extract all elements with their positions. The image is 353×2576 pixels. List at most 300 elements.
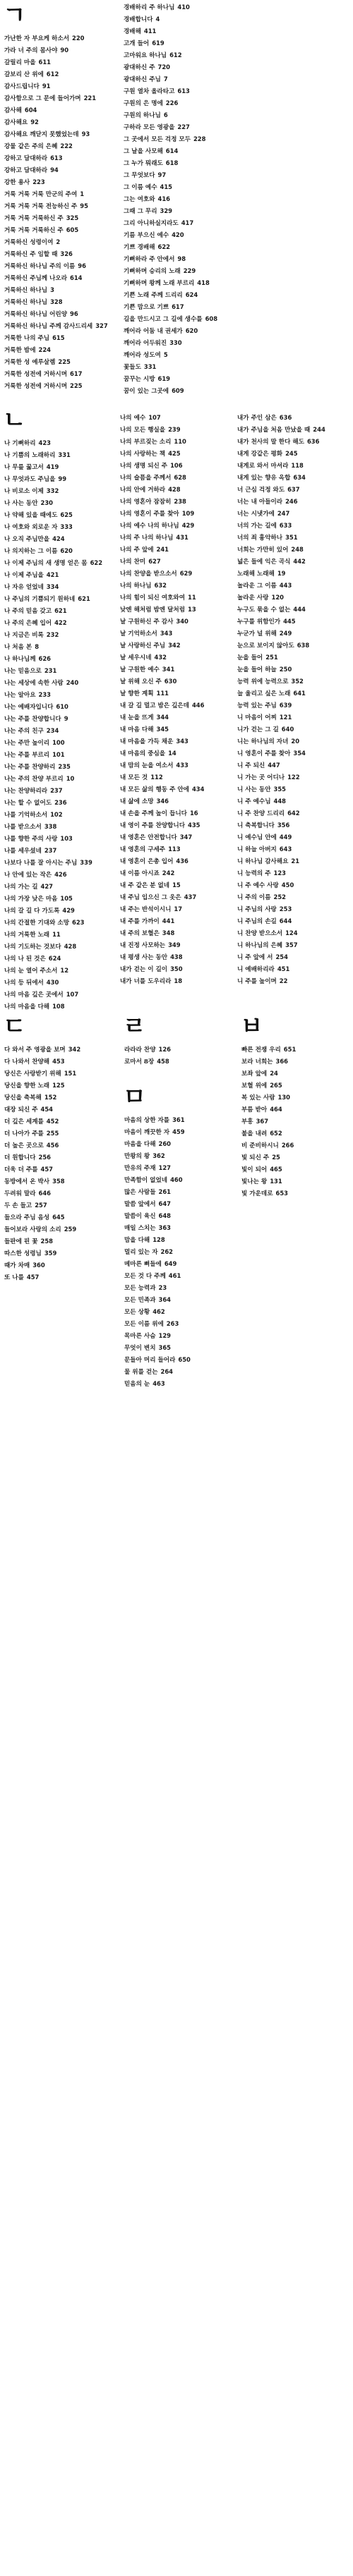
section-heading-nieun: ㄴ [3, 406, 26, 434]
page-number: 626 [38, 655, 51, 662]
song-title: 매일 스치는 [124, 1225, 156, 1232]
index-column [124, 1, 229, 397]
song-title: 나는 찬양하리라 [4, 788, 48, 795]
song-title: 니 찬양 받으소서 [237, 930, 283, 937]
index-entry [4, 260, 110, 272]
song-title: 비 준비하시니 [241, 1142, 279, 1149]
index-entry [124, 121, 229, 133]
song-title: 꿈꾸는 시방 [124, 376, 155, 383]
song-title: 더 높은 곳으로 [4, 1142, 44, 1149]
song-title: 놀라운 사랑 [237, 594, 269, 602]
index-entry [124, 13, 229, 25]
page-number: 326 [60, 250, 73, 257]
index-entry [4, 821, 110, 833]
song-title: 나는 알아요 [4, 692, 36, 699]
song-title: 갈릴리 마을 [4, 59, 36, 66]
page-number: 456 [46, 1142, 59, 1149]
page-number: 651 [283, 1046, 297, 1053]
song-title: 감사드립니다 [4, 83, 40, 90]
song-title: 니 마음이 어찌 [237, 714, 277, 721]
page-number: 619 [157, 375, 170, 382]
page-number: 452 [46, 1118, 59, 1125]
index-entry [124, 289, 229, 301]
song-title: 그 누가 뭐래도 [124, 160, 163, 167]
song-title: 다 와서 주 영광을 보며 [4, 1046, 66, 1054]
page-number: 605 [66, 226, 79, 233]
song-title: 거룩한 성전에 거하시며 [4, 383, 67, 390]
song-title: 내가 주님을 처음 만났을 때 [237, 427, 311, 434]
song-title: 낮엔 해처럼 밤엔 달처럼 [120, 606, 185, 614]
song-title: 만왕의 왕 [124, 1153, 150, 1160]
page-number: 126 [158, 1046, 171, 1053]
index-entry [4, 437, 110, 449]
page-number: 457 [40, 1166, 53, 1173]
index-entry [4, 284, 110, 296]
index-entry [124, 265, 229, 277]
song-title: 능력 있는 주님 [237, 702, 277, 709]
page-number: 430 [46, 979, 59, 986]
song-title: 니 주 찬양 드리리 [237, 810, 285, 817]
song-title: 내 갈 길 멀고 밤은 깊은데 [120, 702, 189, 709]
song-title: 나는 세상에 속한 사람 [4, 680, 64, 687]
song-title: 니 하늘 아버지 [237, 846, 277, 853]
page-number: 129 [158, 1332, 171, 1339]
song-title: 거룩 거룩 거룩 만군의 주여 [4, 191, 78, 198]
song-title: 니 주 앞에 서 [237, 954, 273, 961]
index-entry [120, 424, 226, 436]
index-entry [4, 176, 110, 188]
song-title: 나는 주를 부르리 [4, 752, 50, 759]
song-title: 모든 것 다 주께 [124, 1273, 166, 1280]
song-title: 눈으로 보이지 않아도 [237, 642, 294, 649]
song-title: 너의 가는 길에 [237, 523, 277, 530]
index-entry [237, 915, 343, 927]
page-number: 123 [273, 869, 286, 877]
page-number: 354 [293, 750, 306, 757]
page-number: 105 [60, 895, 73, 902]
page-number: 16 [189, 810, 198, 817]
index-entry [4, 200, 110, 212]
page-number: 622 [90, 559, 103, 566]
song-title: 나 무릎 꿇고서 [4, 464, 44, 471]
page-number: 642 [287, 810, 300, 817]
page-number: 454 [40, 1106, 53, 1113]
index-entry [4, 749, 110, 761]
index-entry [124, 349, 229, 361]
song-title: 넓은 들에 익은 곡식 [237, 558, 291, 566]
page-number: 328 [50, 298, 63, 305]
page-number: 225 [70, 382, 83, 389]
index-entry [4, 569, 110, 581]
song-title: 너는 내 아들이라 [237, 499, 283, 506]
index-column [241, 1044, 347, 1200]
index-entry [4, 236, 110, 248]
index-entry [4, 1200, 110, 1211]
index-entry [4, 272, 110, 284]
section-mieum [120, 1083, 233, 1400]
song-title: 나 이제 주님의 새 생명 얻은 몸 [4, 560, 88, 567]
song-title: 나를 향한 주의 사랑 [4, 836, 58, 843]
song-title: 고개 들어 [124, 40, 150, 47]
page-number: 242 [162, 869, 175, 877]
page-number: 17 [174, 905, 183, 912]
song-title: 더 나아가 주를 [4, 1130, 44, 1137]
page-number: 604 [24, 106, 37, 114]
page-number: 426 [54, 871, 67, 878]
song-title: 내 평생 사는 동안 [120, 954, 168, 961]
page-number: 228 [193, 135, 206, 142]
song-title: 나의 찬미 [120, 558, 146, 566]
page-number: 644 [279, 917, 292, 924]
index-entry [120, 460, 226, 472]
index-entry [237, 807, 343, 819]
index-entry [124, 1210, 230, 1222]
song-title: 나보다 나를 잘 아시는 주님 [4, 860, 78, 867]
page-number: 613 [177, 87, 190, 94]
index-entry [241, 1140, 347, 1152]
index-entry [4, 140, 110, 152]
index-entry [237, 903, 343, 915]
page-number: 241 [156, 546, 169, 553]
index-entry [237, 795, 343, 807]
index-entry [237, 891, 343, 903]
page-number: 110 [174, 438, 186, 445]
song-title: 빛 되신 주 [241, 1154, 270, 1161]
song-title: 나는 할 수 없어도 [4, 800, 52, 807]
song-title: 모든 상황 [124, 1309, 150, 1316]
index-entry [124, 1162, 230, 1174]
song-title: 나의 사랑하는 책 [120, 451, 166, 458]
index-entry [4, 989, 110, 1001]
page-number: 618 [165, 159, 179, 166]
index-entry [120, 807, 226, 819]
page-number: 255 [46, 1130, 59, 1137]
page-number: 441 [162, 917, 175, 924]
page-number: 343 [176, 738, 189, 745]
song-title: 두 손 들고 [4, 1202, 32, 1209]
index-entry [120, 640, 226, 652]
song-title: 나의 가는 길 [4, 884, 38, 891]
index-entry [120, 712, 226, 724]
page-number: 423 [38, 439, 51, 446]
page-number: 99 [58, 475, 67, 482]
page-number: 447 [268, 762, 280, 769]
song-title: 나 비로소 이제 [4, 488, 44, 495]
index-entry [237, 735, 343, 747]
page-number: 417 [181, 219, 194, 226]
song-title: 그 날을 사모해 [124, 148, 163, 155]
page-number: 437 [184, 893, 197, 901]
song-title: 내게 있는 향유 옥합 [237, 475, 291, 482]
index-column [124, 1044, 230, 1068]
index-entry [237, 472, 343, 484]
index-entry [237, 700, 343, 712]
index-entry [241, 1128, 347, 1140]
page-number: 451 [277, 965, 290, 972]
song-title: 나는 주의 친구 [4, 728, 44, 735]
song-title: 당신은 사랑받기 위해 [4, 1070, 61, 1078]
page-number: 127 [158, 1164, 171, 1171]
section-rieul [120, 1013, 233, 1076]
index-entry [124, 145, 229, 157]
page-number: 240 [66, 679, 79, 686]
page-number: 435 [188, 822, 201, 829]
song-title: 마음이 깨끗한 자 [124, 1129, 170, 1136]
page-number: 221 [83, 94, 97, 102]
song-title: 니 주 되신 [237, 762, 265, 769]
page-number: 224 [38, 346, 51, 353]
index-entry [4, 308, 110, 320]
index-entry [4, 497, 110, 509]
song-title: 내 주는 반석이시니 [120, 906, 172, 913]
page-number: 90 [60, 47, 69, 54]
song-title: 내 눈을 뜨게 [120, 714, 154, 721]
page-number: 347 [179, 834, 193, 841]
index-entry [120, 508, 226, 520]
page-number: 120 [271, 594, 284, 601]
page-number: 453 [52, 1058, 65, 1065]
page-number: 634 [293, 474, 306, 481]
page-number: 610 [56, 703, 68, 710]
index-entry [241, 1164, 347, 1176]
page-number: 609 [172, 387, 184, 394]
song-title: 깨어라 어두워진 [124, 340, 167, 347]
song-title: 따스한 성령님 [4, 1250, 42, 1257]
index-entry [4, 188, 110, 200]
index-entry [241, 1188, 347, 1200]
index-entry [124, 1, 229, 13]
index-entry [4, 941, 110, 953]
page-number: 366 [275, 1058, 288, 1065]
index-entry [4, 1223, 110, 1235]
song-title: 나는 주의 찬양 부르리 [4, 776, 64, 783]
song-title: 감사해요 깨닫지 못했었는데 [4, 131, 79, 138]
index-entry [4, 545, 110, 557]
index-entry [4, 1271, 110, 1283]
page-number: 113 [168, 846, 181, 853]
song-title: 나의 모든 행실을 [120, 427, 166, 434]
page-number: 152 [44, 1094, 57, 1101]
song-title: 날 위해 오신 주 [120, 678, 162, 685]
song-title: 거룩 거룩 거룩 전능하신 주 [4, 203, 78, 210]
song-title: 나의 눈 열어 주소서 [4, 967, 58, 975]
page-number: 330 [169, 339, 182, 346]
index-entry [4, 356, 110, 368]
page-number: 637 [287, 486, 300, 493]
index-entry [124, 229, 229, 241]
index-entry [4, 965, 110, 977]
song-title: 나 하나님께 [4, 656, 36, 663]
index-entry [4, 509, 110, 521]
page-number: 327 [95, 322, 108, 329]
index-entry [4, 368, 110, 380]
song-title: 내 삶에 소망 [120, 798, 154, 805]
page-number: 639 [279, 702, 292, 709]
page-number: 6 [163, 111, 168, 118]
page-number: 638 [297, 642, 310, 649]
page-number: 410 [177, 4, 190, 11]
page-number: 434 [191, 786, 205, 793]
index-entry [124, 193, 229, 205]
index-entry [124, 1044, 230, 1056]
song-title: 나의 가장 낮은 마음 [4, 896, 58, 903]
page-number: 343 [160, 630, 173, 637]
index-entry [124, 73, 229, 85]
page-number: 25 [272, 1154, 280, 1161]
index-entry [237, 628, 343, 640]
page-number: 428 [168, 486, 181, 493]
song-title: 그때 그 무리 [124, 208, 157, 215]
song-title: 만유의 주재 [124, 1165, 156, 1172]
index-entry [237, 879, 343, 891]
song-title: 믿음의 눈 [124, 1381, 150, 1388]
page-number: 107 [148, 414, 161, 421]
index-entry [4, 521, 110, 533]
index-entry [4, 713, 110, 725]
index-entry [4, 665, 110, 677]
index-entry [124, 1138, 230, 1150]
index-entry [237, 963, 343, 975]
index-entry [120, 652, 226, 664]
song-title: 감사해 [4, 107, 22, 114]
page-number: 7 [163, 75, 168, 83]
index-entry [237, 640, 343, 652]
song-title: 다 나와서 찬양해 [4, 1058, 50, 1066]
page-number: 251 [265, 654, 278, 661]
index-entry [120, 903, 226, 915]
song-title: 나의 주 앞에 [120, 547, 154, 554]
page-number: 463 [152, 1380, 165, 1387]
song-title: 내가 너를 도우리라 [120, 978, 172, 985]
index-entry [124, 1342, 230, 1354]
song-title: 거룩한 성 예루살렘 [4, 359, 56, 366]
index-entry [120, 843, 226, 855]
song-title: 감사해요 [4, 119, 28, 126]
page-number: 97 [157, 171, 167, 178]
page-number: 102 [50, 811, 63, 818]
page-number: 613 [50, 154, 63, 161]
song-title: 강하고 담대하라 [4, 155, 48, 162]
index-entry [4, 1259, 110, 1271]
page-number: 96 [78, 262, 86, 269]
song-title: 거룩하신 하나님 어린양 [4, 311, 67, 318]
page-number: 101 [52, 751, 65, 758]
index-entry [4, 725, 110, 737]
page-number: 239 [168, 426, 181, 433]
song-title: 너의 죄 흉악하나 [237, 535, 283, 542]
page-number: 338 [44, 823, 57, 830]
index-entry [120, 568, 226, 580]
page-number: 262 [160, 1248, 173, 1255]
song-title: 모든 민족과 [124, 1297, 156, 1304]
index-entry [237, 580, 343, 592]
page-number: 446 [191, 702, 205, 709]
index-entry [124, 1330, 230, 1342]
page-number: 223 [32, 178, 45, 185]
song-title: 거룩하신 하나님 [4, 287, 48, 294]
page-number: 95 [80, 202, 88, 209]
song-title: 나 약해 있을 때에도 [4, 512, 58, 519]
page-number: 329 [160, 207, 172, 214]
index-entry [120, 664, 226, 676]
song-title: 마음의 상한 자를 [124, 1117, 170, 1124]
page-number: 415 [160, 183, 172, 190]
song-title: 만족함이 없었네 [124, 1177, 168, 1184]
song-title: 나의 등 뒤에서 [4, 979, 44, 987]
index-entry [124, 1114, 230, 1126]
page-number: 624 [185, 291, 198, 298]
index-entry [124, 325, 229, 337]
page-number: 350 [170, 965, 183, 972]
page-number: 238 [174, 498, 186, 505]
index-entry [4, 128, 110, 140]
page-number: 448 [273, 798, 286, 805]
page-number: 92 [30, 118, 39, 126]
page-number: 617 [70, 370, 83, 377]
index-entry [4, 917, 110, 929]
song-title: 기름 부으신 예수 [124, 232, 169, 239]
index-entry [124, 61, 229, 73]
song-title: 나의 마음 깊은 곳에서 [4, 991, 64, 999]
index-entry [120, 963, 226, 975]
page-number: 248 [291, 546, 304, 553]
page-number: 342 [168, 642, 181, 649]
song-title: 니 주 예수 사랑 [237, 882, 279, 889]
song-title: 마음을 다해 [124, 1141, 156, 1148]
page-number: 107 [66, 991, 79, 998]
index-entry [4, 1001, 110, 1013]
page-number: 620 [185, 327, 198, 334]
song-title: 또 나를 [4, 1274, 24, 1281]
song-title: 기쁘 경배해 [124, 244, 155, 251]
song-title: 내 이름 아시죠 [120, 870, 160, 877]
song-title: 들판에 핀 꽃 [4, 1238, 38, 1245]
page-number: 10 [66, 775, 75, 782]
song-title: 거룩 거룩 거룩하신 주 [4, 215, 64, 222]
page-number: 633 [279, 522, 292, 529]
index-entry [237, 544, 343, 556]
page-number: 118 [291, 462, 304, 469]
song-title: 길을 만드시고 그 길에 생수를 [124, 316, 203, 323]
index-entry [124, 277, 229, 289]
song-title: 거룩 거룩 거룩하신 주 [4, 227, 64, 234]
page-number: 648 [158, 1212, 171, 1219]
section-heading-mieum: ㅁ [123, 1083, 146, 1111]
page-number: 21 [291, 857, 300, 865]
index-entry [120, 532, 226, 544]
index-entry [4, 929, 110, 941]
page-number: 617 [172, 303, 184, 310]
page-number: 108 [52, 1003, 65, 1010]
index-entry [124, 1186, 230, 1198]
page-number: 449 [279, 834, 292, 841]
song-title: 그리 아니하실지라도 [124, 220, 179, 227]
page-number: 93 [81, 130, 90, 138]
song-title: 경배합니다 [124, 16, 153, 23]
index-entry [237, 556, 343, 568]
index-entry [120, 783, 226, 795]
index-entry [237, 520, 343, 532]
index-entry [237, 592, 343, 604]
index-entry [4, 449, 110, 461]
page-number: 245 [285, 450, 298, 457]
page-number: 358 [52, 1178, 65, 1185]
index-entry [4, 116, 110, 128]
page-number: 226 [165, 99, 179, 106]
song-title: 꽃들도 [124, 364, 141, 371]
song-title: 능력 위에 능력으로 [237, 678, 289, 685]
index-column [124, 1114, 230, 1390]
